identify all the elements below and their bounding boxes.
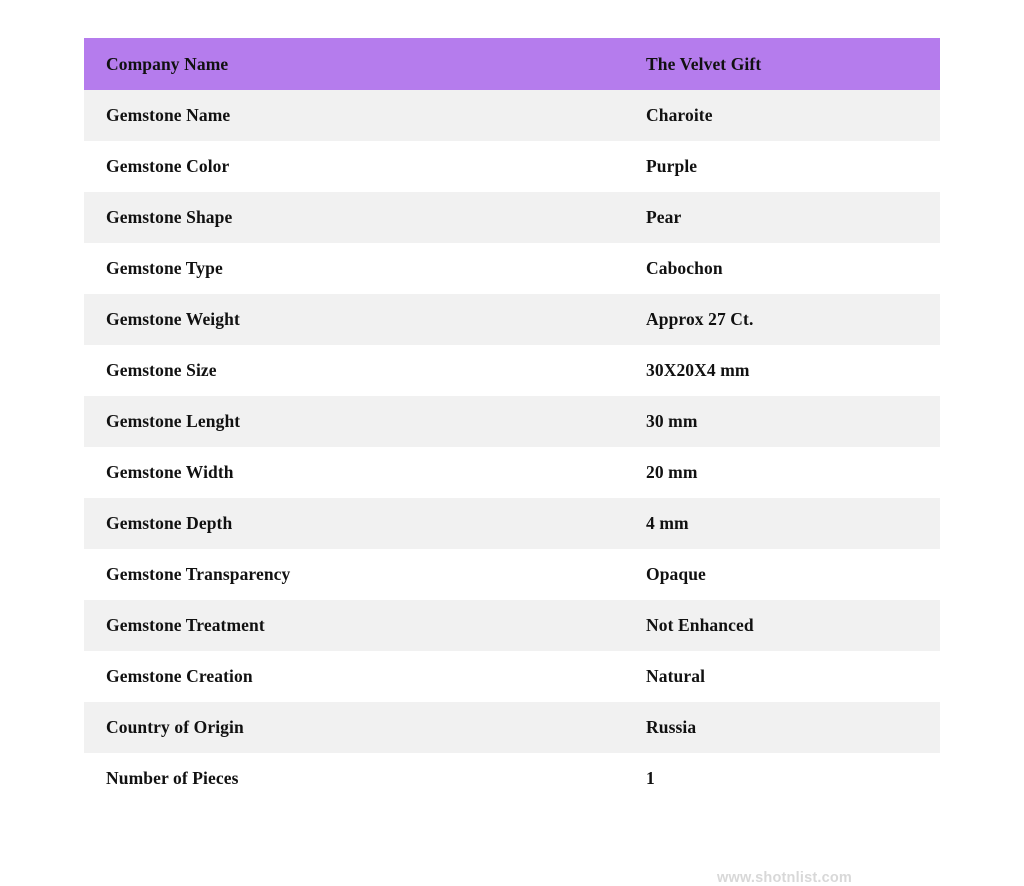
row-label-cell: Number of Pieces bbox=[106, 768, 239, 788]
row-value-cell: Russia bbox=[646, 717, 697, 737]
row-value-cell: Natural bbox=[646, 666, 706, 686]
table-header-row bbox=[84, 38, 940, 90]
row-label-cell: Country of Origin bbox=[106, 717, 244, 737]
row-label-cell: Gemstone Name bbox=[106, 105, 231, 125]
row-label-cell: Gemstone Creation bbox=[106, 666, 253, 686]
table-row bbox=[84, 90, 940, 141]
row-label-cell: Gemstone Width bbox=[106, 462, 234, 482]
row-value-cell: 4 mm bbox=[646, 513, 689, 533]
row-label-cell: Gemstone Depth bbox=[106, 513, 233, 533]
header-label-cell: Company Name bbox=[106, 53, 229, 74]
table-row bbox=[84, 549, 940, 600]
row-value-cell: Pear bbox=[646, 207, 682, 227]
table-row bbox=[84, 345, 940, 396]
row-label-cell: Gemstone Weight bbox=[106, 309, 240, 329]
row-value-cell: 1 bbox=[646, 768, 655, 788]
gemstone-spec-table-container bbox=[84, 38, 940, 886]
row-value-cell: Purple bbox=[646, 156, 698, 176]
row-value-cell: Not Enhanced bbox=[646, 615, 754, 635]
table-body bbox=[84, 38, 940, 804]
row-value-cell: Opaque bbox=[646, 564, 706, 584]
table-row bbox=[84, 141, 940, 192]
table-row bbox=[84, 396, 940, 447]
table-row bbox=[84, 498, 940, 549]
row-label-cell: Gemstone Transparency bbox=[106, 564, 291, 584]
row-value-cell: 30X20X4 mm bbox=[646, 360, 750, 380]
table-row bbox=[84, 243, 940, 294]
table-row bbox=[84, 702, 940, 753]
table-row bbox=[84, 600, 940, 651]
row-label-cell: Gemstone Treatment bbox=[106, 615, 265, 635]
row-value-cell: Approx 27 Ct. bbox=[646, 309, 754, 329]
row-label-cell: Gemstone Shape bbox=[106, 207, 233, 227]
table-row bbox=[84, 447, 940, 498]
row-label-cell: Gemstone Color bbox=[106, 156, 230, 176]
table-row bbox=[84, 192, 940, 243]
row-label-cell: Gemstone Type bbox=[106, 258, 223, 278]
row-value-cell: Cabochon bbox=[646, 258, 723, 278]
row-value-cell: Charoite bbox=[646, 105, 713, 125]
watermark: www.shotnlist.com bbox=[717, 870, 852, 886]
row-label-cell: Gemstone Lenght bbox=[106, 411, 241, 431]
row-value-cell: 20 mm bbox=[646, 462, 698, 482]
table-row bbox=[84, 294, 940, 345]
gemstone-spec-table bbox=[84, 38, 940, 804]
table-row bbox=[84, 651, 940, 702]
header-value-cell: The Velvet Gift bbox=[646, 53, 762, 74]
row-label-cell: Gemstone Size bbox=[106, 360, 217, 380]
table-row bbox=[84, 753, 940, 804]
row-value-cell: 30 mm bbox=[646, 411, 698, 431]
